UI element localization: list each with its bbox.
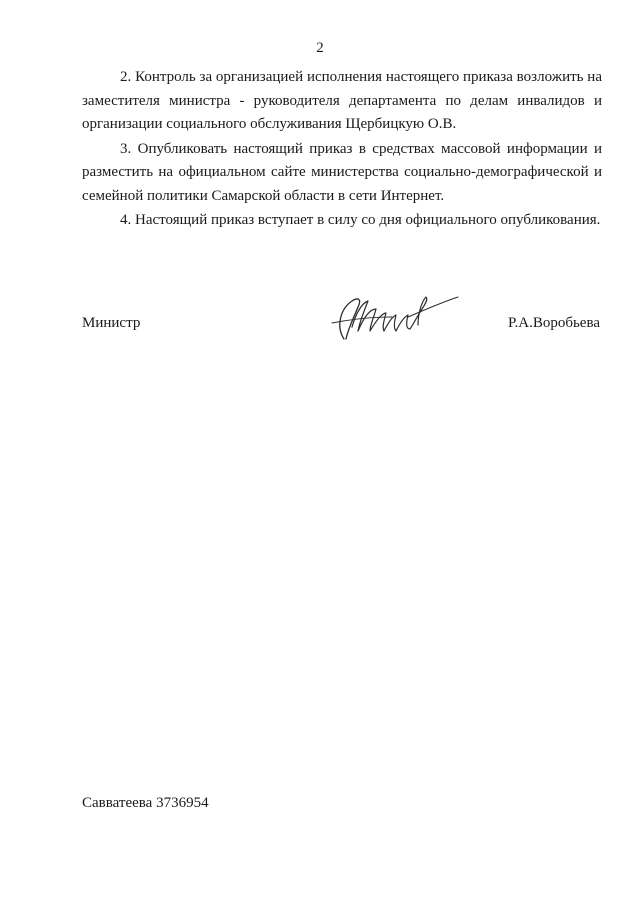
signature-block — [82, 287, 602, 347]
handwritten-signature — [322, 287, 462, 349]
signatory-name: Р.А.Воробьева — [508, 315, 600, 331]
signatory-title: Министр — [82, 315, 141, 331]
paragraph-2: 2. Контроль за организацией исполнения настоящего приказа возложить на заместителя министра - руководителя департамента по делам инвалидов и организации социального обслуживания Щербицкую О.В. — [82, 69, 602, 132]
document-body — [82, 66, 602, 234]
page-number: 2 — [316, 40, 324, 56]
executor-contact: Савватеева 3736954 — [82, 795, 209, 811]
paragraph-4: 4. Настоящий приказ вступает в силу со дня официального опубликования. — [120, 212, 601, 228]
paragraph-3: 3. Опубликовать настоящий приказ в средствах массовой информации и разместить на официальном сайте министерства социально-демографической и семейной политики Самарской области в сети Интернет. — [82, 140, 602, 204]
